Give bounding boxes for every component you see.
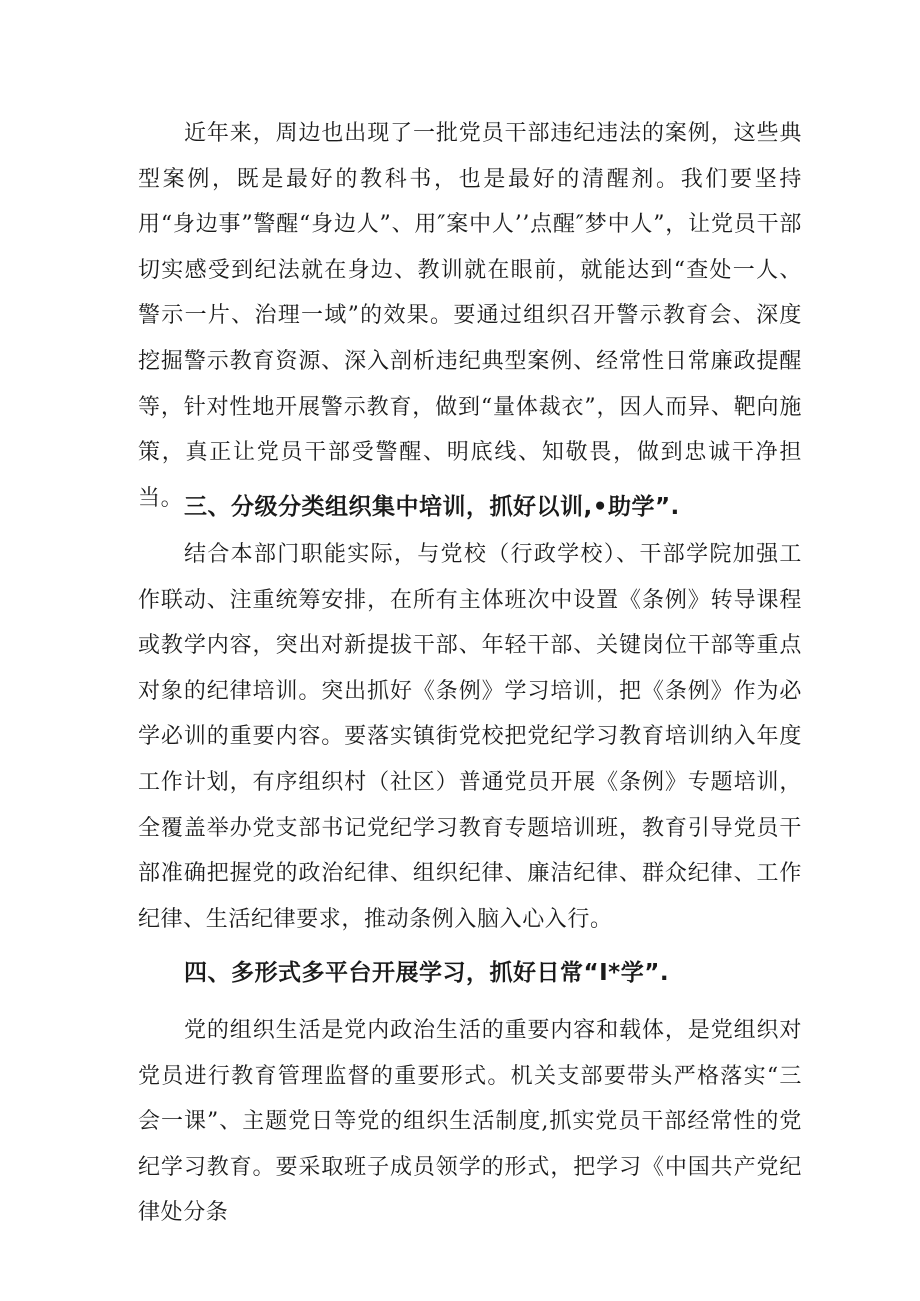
body-paragraph-organizational-life: 党的组织生活是党内政治生活的重要内容和载体，是党组织对党员进行教育管理监督的重要形式。机关支部要带头严格落实“三会一课”、主题党日等党的组织生活制度,抓实党员干部经常性的党纪学习教育。要采取班子成员领学的形式，把学习《中国共产党纪律处分条 [138, 1018, 802, 1226]
section-heading-3: 三、分级分类组织集中培训，抓好以训,•助学”. [184, 494, 680, 520]
body-paragraph-warning-education: 近年来，周边也出现了一批党员干部违纪违法的案例，这些典型案例，既是最好的教科书，也是最好的清醒剂。我们要坚持用“身边事”警醒“身边人”、用″案中人’’点醒″梦中人”，让党员干部切实感受到纪法就在身边、教训就在眼前，就能达到“查处一人、警示一片、治理一域”的效果。要通过组织召开警示教育会、深度挖掘警示教育资源、深入剖析违纪典型案例、经常性日常廉政提醒等，针对性地开展警示教育，做到“量体裁衣”，因人而异、靶向施策，真正让党员干部受警醒、明底线、知敬畏，做到忠诚干净担当。 [138, 121, 802, 511]
body-paragraph-training: 结合本部门职能实际，与党校（行政学校）、干部学院加强工作联动、注重统筹安排，在所有主体班次中设置《条例》转导课程或教学内容，突出对新提拔干部、年轻干部、关键岗位干部等重点对象的纪律培训。突出抓好《条例》学习培训，把《条例》作为必学必训的重要内容。要落实镇街党校把党纪学习教育培训纳入年度工作计划，有序组织村（社区）普通党员开展《条例》专题培训，全覆盖举办党支部书记党纪学习教育专题培训班，教育引导党员干部准确把握党的政治纪律、组织纪律、廉洁纪律、群众纪律、工作纪律、生活纪律要求，推动条例入脑入心入行。 [138, 542, 802, 932]
section-heading-4: 四、多形式多平台开展学习，抓好日常“I*学”. [184, 960, 670, 986]
